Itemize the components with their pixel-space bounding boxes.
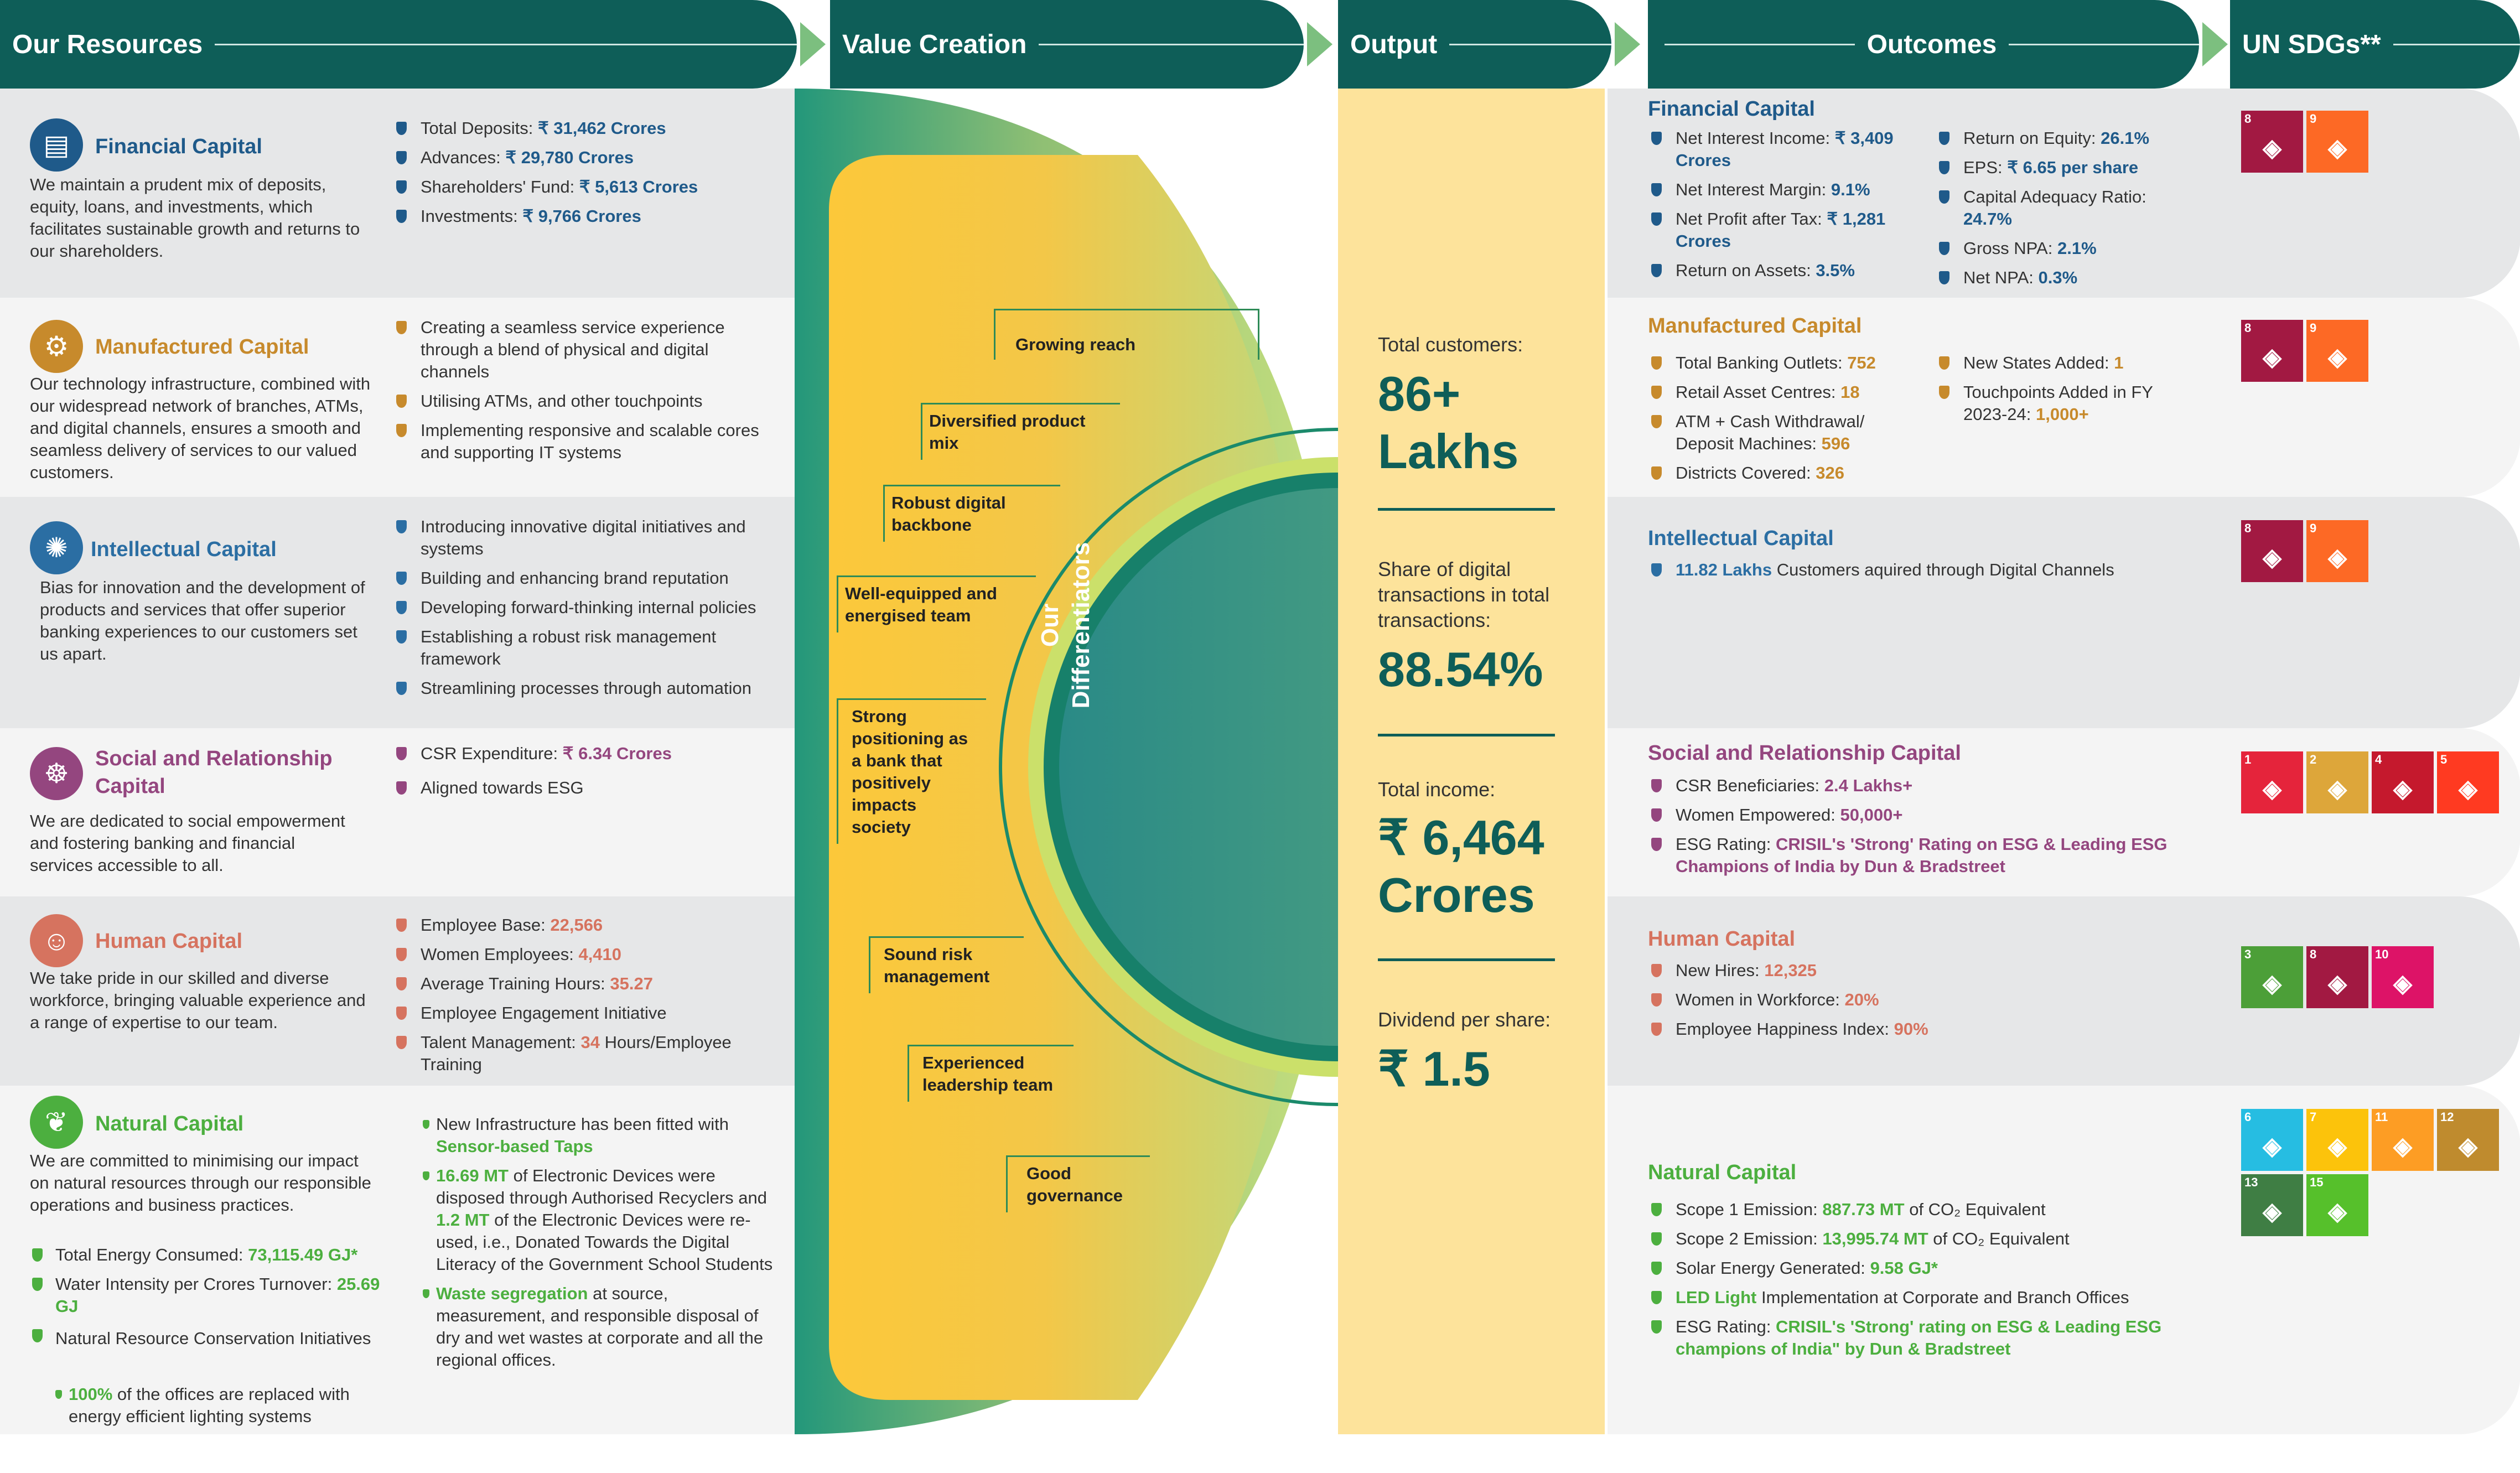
differentiator-item: Strong positioning as a bank that positively impacts society (837, 698, 986, 844)
intellectual-capital-desc: Bias for innovation and the development of products and services that offer superior banking experiences to our customers set us apart. (40, 578, 365, 663)
sdg-goal-number: 9 (2310, 521, 2317, 535)
chevron-arrow-icon (1307, 22, 1332, 66)
list-item: Net NPA: 0.3% (1937, 267, 2180, 289)
sdg-glyph-icon: ◈ (2328, 1197, 2347, 1225)
list-item: LED Light Implementation at Corporate and Branch Offices (1649, 1287, 2180, 1309)
outcome-intellectual-title: Intellectual Capital (1648, 527, 1834, 550)
list-item: Women in Workforce: 20% (1649, 989, 2180, 1011)
output-label: Total customers: (1378, 333, 1523, 356)
human-capital-list (394, 914, 776, 1083)
list-item: Advances: ₹ 29,780 Crores (394, 147, 776, 169)
sdg-goal-6-icon (2241, 1109, 2303, 1171)
sdg-glyph-icon: ◈ (2393, 969, 2412, 997)
list-item: Streamlining processes through automation (394, 677, 776, 699)
output-label: Total income: (1378, 778, 1496, 801)
list-item: 11.82 Lakhs Customers aquired through Digital Channels (1649, 559, 2180, 581)
intellectual-capital-title: Intellectual Capital (91, 538, 277, 561)
social-capital-title: Social and Relationship Capital (95, 747, 333, 798)
sdg-goal-9-icon (2306, 111, 2368, 173)
list-item: Total Banking Outlets: 752 (1649, 352, 1926, 374)
list-item: Districts Covered: 326 (1649, 462, 1926, 484)
differentiator-item: Robust digital backbone (883, 485, 1060, 542)
sdg-goal-number: 8 (2310, 947, 2317, 961)
sdg-goal-13-icon (2241, 1174, 2303, 1236)
header-un-sdgs (2230, 0, 2520, 89)
sdg-goal-5-icon (2437, 751, 2499, 813)
sdg-glyph-icon: ◈ (2393, 1132, 2412, 1160)
sdg-goal-15-icon (2306, 1174, 2368, 1236)
sdg-goal-number: 12 (2440, 1110, 2454, 1124)
sdg-glyph-icon: ◈ (2328, 775, 2347, 802)
sdg-goal-1-icon (2241, 751, 2303, 813)
header-label: Our Resources (12, 29, 203, 59)
financial-capital-icon: ▤ (30, 118, 83, 172)
output-label: Dividend per share: (1378, 1008, 1551, 1031)
list-item: Building and enhancing brand reputation (394, 567, 776, 589)
manufactured-capital-desc: Our technology infrastructure, combined with our widespread network of branches, ATMs, and digital channels, ensures a smooth and seamless delivery of services to our valued customers. (30, 374, 371, 482)
sdg-glyph-icon: ◈ (2328, 343, 2347, 371)
sdg-goal-2-icon (2306, 751, 2368, 813)
list-item: Introducing innovative digital initiatives and systems (394, 516, 776, 560)
output-divider (1378, 508, 1555, 511)
list-item: Natural Resource Conservation Initiatives (30, 1325, 384, 1352)
sdg-goal-number: 9 (2310, 112, 2317, 126)
sdg-goal-10-icon (2372, 946, 2434, 1008)
sdg-goal-4-icon (2372, 751, 2434, 813)
sdg-glyph-icon: ◈ (2393, 775, 2412, 802)
list-item: CSR Beneficiaries: 2.4 Lakhs+ (1649, 775, 2186, 797)
differentiator-item: Well-equipped and energised team (837, 575, 1036, 632)
sdg-goal-number: 8 (2244, 321, 2252, 335)
list-item: Net Interest Margin: 9.1% (1649, 179, 1920, 201)
header-label: Value Creation (842, 29, 1027, 59)
financial-capital-title: Financial Capital (95, 135, 262, 158)
outcome-manufactured-list-right (1937, 352, 2191, 433)
sdg-goal-number: 10 (2375, 947, 2389, 961)
natural-capital-sublist (53, 1383, 385, 1435)
output-panel (1338, 89, 1605, 1434)
sdg-glyph-icon: ◈ (2263, 543, 2282, 571)
sdg-glyph-icon: ◈ (2328, 969, 2347, 997)
list-item: CSR Expenditure: ₹ 6.34 Crores (394, 743, 776, 765)
output-label: Share of digital transactions in total transactions: (1378, 558, 1550, 631)
list-item: Return on Assets: 3.5% (1649, 260, 1920, 282)
sdg-glyph-icon: ◈ (2263, 969, 2282, 997)
sdg-glyph-icon: ◈ (2459, 1132, 2477, 1160)
sdg-goal-number: 13 (2244, 1175, 2258, 1189)
sdg-goal-number: 4 (2375, 753, 2382, 766)
natural-capital-list (30, 1244, 384, 1360)
financial-capital-list (394, 117, 776, 235)
social-capital-list (394, 743, 776, 806)
manufactured-capital-icon: ⚙ (30, 320, 83, 373)
differentiator-item: Good governance (1006, 1155, 1150, 1212)
list-item: Water Intensity per Crores Turnover: 25.69 GJ (30, 1273, 384, 1318)
outcome-manufactured-title: Manufactured Capital (1648, 314, 1862, 338)
chevron-arrow-icon (2202, 22, 2228, 66)
outcome-financial-title: Financial Capital (1648, 97, 1815, 121)
our-differentiators-label: Our Differentiators (1036, 542, 1095, 709)
sdg-goal-number: 2 (2310, 753, 2317, 766)
financial-capital-desc: We maintain a prudent mix of deposits, equity, loans, and investments, which facilitates sustainable growth and returns to our shareholders. (30, 175, 360, 261)
sdg-goal-number: 7 (2310, 1110, 2317, 1124)
sdg-goal-8-icon (2241, 520, 2303, 582)
list-item: Scope 2 Emission: 13,995.74 MT of CO₂ Equivalent (1649, 1228, 2180, 1250)
outcome-human-title: Human Capital (1648, 927, 1796, 951)
human-capital-icon: ☺ (30, 914, 83, 967)
list-item: Establishing a robust risk management framework (394, 626, 776, 670)
header-value-creation (830, 0, 1304, 89)
header-our-resources (0, 0, 797, 89)
list-item: Average Training Hours: 35.27 (394, 973, 776, 995)
list-item: Employee Base: 22,566 (394, 914, 776, 936)
header-label: UN SDGs** (2242, 29, 2381, 59)
sdg-glyph-icon: ◈ (2263, 134, 2282, 162)
outcome-manufactured-list-left (1649, 352, 1926, 491)
list-item: Capital Adequacy Ratio: 24.7% (1937, 186, 2180, 230)
sdg-glyph-icon: ◈ (2328, 543, 2347, 571)
list-item: 100% of the offices are replaced with energy efficient lighting systems (53, 1383, 385, 1428)
list-item: Utilising ATMs, and other touchpoints (394, 390, 770, 412)
list-item: Shareholders' Fund: ₹ 5,613 Crores (394, 176, 776, 198)
sdg-goal-12-icon (2437, 1109, 2499, 1171)
sdg-glyph-icon: ◈ (2459, 775, 2477, 802)
sdg-glyph-icon: ◈ (2263, 775, 2282, 802)
outcome-human-list (1649, 959, 2180, 1047)
output-value: 86+ Lakhs (1378, 366, 1519, 479)
human-capital-title: Human Capital (95, 930, 243, 953)
list-item: New States Added: 1 (1937, 352, 2191, 374)
differentiator-item: Diversified product mix (921, 403, 1120, 460)
list-item: Talent Management: 34 Hours/Employee Training (394, 1031, 776, 1076)
sdg-goal-8-icon (2241, 111, 2303, 173)
sdg-goal-number: 8 (2244, 112, 2252, 126)
natural-capital-list-2 (421, 1113, 775, 1378)
sdg-goal-number: 9 (2310, 321, 2317, 335)
list-item: Total Deposits: ₹ 31,462 Crores (394, 117, 776, 139)
output-value: 88.54% (1378, 642, 1543, 697)
list-item: Return on Equity: 26.1% (1937, 127, 2180, 149)
outcome-natural-list (1649, 1199, 2180, 1367)
intellectual-capital-icon: ✺ (30, 521, 83, 574)
list-item: EPS: ₹ 6.65 per share (1937, 157, 2180, 179)
sdg-goal-9-icon (2306, 520, 2368, 582)
sdg-goal-3-icon (2241, 946, 2303, 1008)
list-item: Implementing responsive and scalable cores and supporting IT systems (394, 419, 770, 464)
manufactured-capital-title: Manufactured Capital (95, 335, 309, 359)
outcome-financial-list-left (1649, 127, 1920, 289)
sdg-goal-11-icon (2372, 1109, 2434, 1171)
outcome-financial-list-right (1937, 127, 2180, 296)
list-item: New Hires: 12,325 (1649, 959, 2180, 982)
list-item: Creating a seamless service experience through a blend of physical and digital channels (394, 317, 770, 383)
sdg-goal-number: 15 (2310, 1175, 2324, 1189)
human-capital-desc: We take pride in our skilled and diverse workforce, bringing valuable experience and a range of expertise to our team. (30, 968, 366, 1032)
header-outcomes (1648, 0, 2199, 89)
sdg-goal-number: 8 (2244, 521, 2252, 535)
list-item: ESG Rating: CRISIL's 'Strong' rating on ESG & Leading ESG champions of India" by Dun & Bradstreet (1649, 1316, 2180, 1360)
social-capital-icon: ☸ (30, 747, 83, 800)
list-item: Net Interest Income: ₹ 3,409 Crores (1649, 127, 1920, 172)
header-label: Output (1350, 29, 1438, 59)
sdg-goal-8-icon (2241, 320, 2303, 382)
natural-capital-title: Natural Capital (95, 1112, 244, 1135)
output-value: ₹ 1.5 (1378, 1041, 1490, 1096)
manufactured-capital-list (394, 317, 770, 471)
sdg-goal-number: 11 (2375, 1110, 2388, 1124)
list-item: Scope 1 Emission: 887.73 MT of CO₂ Equivalent (1649, 1199, 2180, 1221)
list-item: Aligned towards ESG (394, 777, 776, 799)
header-label: Outcomes (1866, 29, 1997, 59)
list-item: Employee Engagement Initiative (394, 1002, 776, 1024)
outcome-natural-title: Natural Capital (1648, 1161, 1797, 1184)
social-capital-desc: We are dedicated to social empowerment and fostering banking and financial services accessible to all. (30, 811, 345, 875)
list-item: Touchpoints Added in FY 2023-24: 1,000+ (1937, 381, 2191, 426)
chevron-arrow-icon (800, 22, 826, 66)
sdg-goal-number: 3 (2244, 947, 2252, 961)
sdg-glyph-icon: ◈ (2263, 1197, 2282, 1225)
output-value: ₹ 6,464 Crores (1378, 810, 1544, 922)
differentiator-item: Sound risk management (869, 936, 1024, 993)
list-item: Net Profit after Tax: ₹ 1,281 Crores (1649, 208, 1920, 252)
list-item: 16.69 MT of Electronic Devices were disposed through Authorised Recyclers and 1.2 MT of the Electronic Devices were re-used, i.e., Donated Towards the Digital Literacy of the Government School Students (421, 1165, 775, 1275)
differentiator-item: Growing reach (994, 309, 1259, 360)
list-item: Solar Energy Generated: 9.58 GJ* (1649, 1257, 2180, 1279)
sdg-goal-number: 6 (2244, 1110, 2252, 1124)
sdg-goal-9-icon (2306, 320, 2368, 382)
list-item: Developing forward-thinking internal policies (394, 597, 776, 619)
list-item: Employee Happiness Index: 90% (1649, 1018, 2180, 1040)
sdg-goal-number: 1 (2244, 753, 2252, 766)
list-item: Waste segregation at source, measurement, and responsible disposal of dry and wet wastes at corporate and all the regional offices. (421, 1283, 775, 1371)
list-item: ESG Rating: CRISIL's 'Strong' Rating on ESG & Leading ESG Champions of India by Dun & Bradstreet (1649, 833, 2186, 878)
natural-capital-desc: We are committed to minimising our impact on natural resources through our responsible operations and business practices. (30, 1151, 371, 1215)
list-item: Investments: ₹ 9,766 Crores (394, 205, 776, 227)
sdg-glyph-icon: ◈ (2328, 1132, 2347, 1160)
output-divider (1378, 734, 1555, 736)
natural-capital-icon: ❦ (30, 1096, 83, 1149)
list-item: Gross NPA: 2.1% (1937, 237, 2180, 260)
intellectual-capital-list (394, 516, 776, 707)
sdg-goal-8-icon (2306, 946, 2368, 1008)
list-item: New Infrastructure has been fitted with Sensor-based Taps (421, 1113, 775, 1158)
chevron-arrow-icon (1615, 22, 1640, 66)
output-divider (1378, 958, 1555, 961)
list-item: Retail Asset Centres: 18 (1649, 381, 1926, 403)
header-output (1338, 0, 1611, 89)
outcome-social-list (1649, 775, 2186, 885)
outcome-social-title: Social and Relationship Capital (1648, 741, 1961, 765)
sdg-glyph-icon: ◈ (2328, 134, 2347, 162)
differentiator-item: Experienced leadership team (908, 1045, 1074, 1102)
list-item: Total Energy Consumed: 73,115.49 GJ* (30, 1244, 384, 1266)
sdg-glyph-icon: ◈ (2263, 1132, 2282, 1160)
sdg-goal-number: 5 (2440, 753, 2448, 766)
list-item: Women Employees: 4,410 (394, 943, 776, 966)
outcome-intellectual-list (1649, 559, 2180, 588)
sdg-goal-7-icon (2306, 1109, 2368, 1171)
list-item: ATM + Cash Withdrawal/ Deposit Machines: 596 (1649, 411, 1926, 455)
sdg-glyph-icon: ◈ (2263, 343, 2282, 371)
list-item: Women Empowered: 50,000+ (1649, 804, 2186, 826)
